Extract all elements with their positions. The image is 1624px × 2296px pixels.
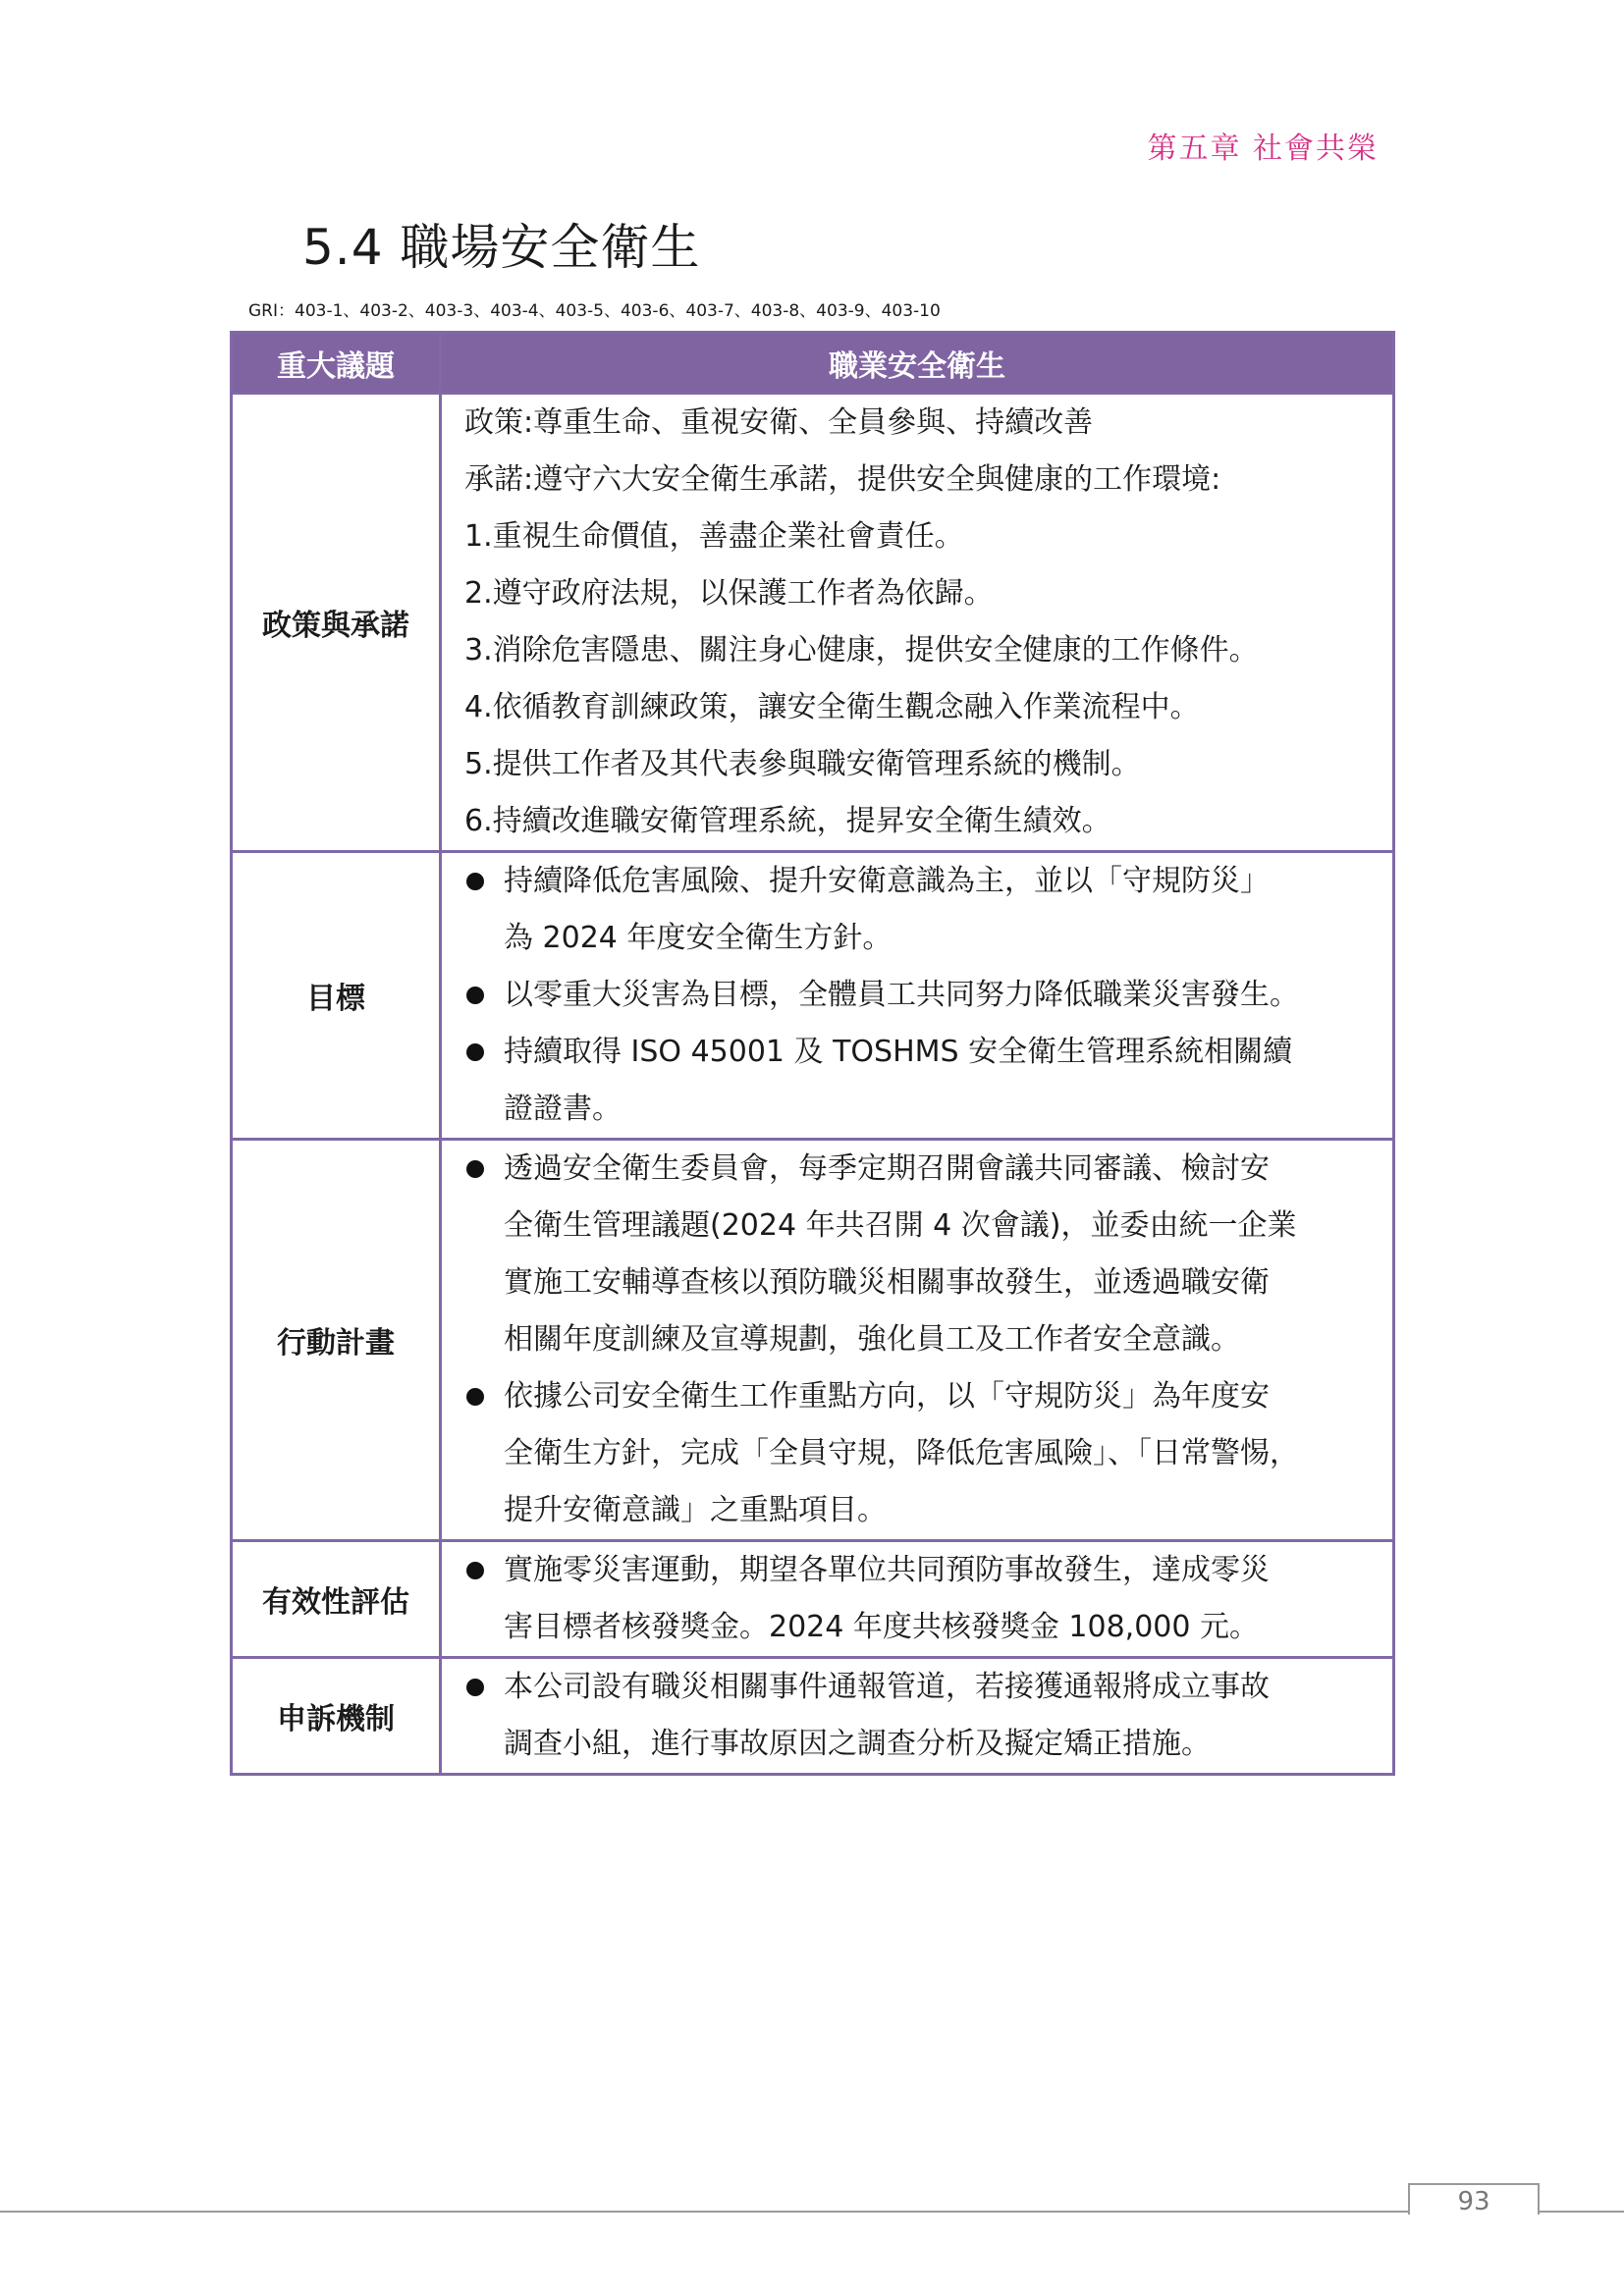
bullet-text-line: 提升安衛意識」之重點項目。 [504,1493,887,1527]
commitment-item: 2.遵守政府法規，以保護工作者為依歸。 [464,576,994,611]
table-row-grievance [232,1658,1394,1775]
table-row-goals [232,852,1394,1140]
bullet-text-line: 透過安全衛生委員會，每季定期召開會議共同審議、檢討安 [504,1151,1270,1186]
topic-cell-effectiveness: 有效性評估 [232,1541,441,1658]
commitment-item: 3.消除危害隱患、關注身心健康，提供安全健康的工作條件。 [464,633,1259,667]
chapter-header: 第五章 社會共榮 [1147,132,1379,166]
table-row-action-plan [232,1140,1394,1541]
bullet-dot-icon [466,1562,484,1579]
list-item [464,1368,1382,1539]
list-item [464,967,1382,1024]
bullet-text-line: 實施零災害運動，期望各單位共同預防事故發生，達成零災 [504,1553,1270,1587]
bullet-text-line: 以零重大災害為目標，全體員工共同努力降低職業災害發生。 [504,978,1299,1012]
commitment-item: 5.提供工作者及其代表參與職安衛管理系統的機制。 [464,747,1141,781]
commitment-item: 6.持續改進職安衛管理系統，提昇安全衛生績效。 [464,804,1111,838]
bullet-dot-icon [466,1043,484,1061]
list-item [464,853,1382,967]
content-cell-effectiveness [441,1541,1394,1658]
bullet-text-line: 持續取得 ISO 45001 及 TOSHMS 安全衛生管理系統相關續 [504,1035,1293,1069]
bullet-text-line: 相關年度訓練及宣導規劃，強化員工及工作者安全意識。 [504,1322,1240,1357]
bullet-dot-icon [466,987,484,1004]
page-number: 93 [1457,2187,1490,2216]
content-cell-goals [441,852,1394,1140]
policy-line: 政策:尊重生命、重視安衛、全員參與、持續改善 [464,405,1094,440]
topic-cell-action-plan: 行動計畫 [232,1140,441,1541]
list-item [464,1141,1382,1368]
commitment-line: 承諾:遵守六大安全衛生承諾，提供安全與健康的工作環境: [464,462,1221,497]
bullet-dot-icon [466,1160,484,1178]
bullet-text-line: 本公司設有職災相關事件通報管道，若接獲通報將成立事故 [504,1670,1270,1704]
gri-disclosure-line: GRI：403-1、403-2、403-3、403-4、403-5、403-6、403-7、403-8、403-9、403-10 [248,301,941,321]
bullet-text-line: 害目標者核發獎金。2024 年度共核發獎金 108,000 元。 [504,1610,1260,1644]
list-item [464,1024,1382,1138]
bullet-text-line: 依據公司安全衛生工作重點方向，以「守規防災」為年度安 [504,1379,1270,1414]
bullet-dot-icon [466,1679,484,1696]
table-header-row [232,333,1394,394]
content-cell-action-plan [441,1140,1394,1541]
list-item [464,1542,1382,1656]
topic-cell-goals: 目標 [232,852,441,1140]
page-title: 5.4 職場安全衛生 [302,219,701,276]
bullet-dot-icon [466,1388,484,1406]
commitment-item: 1.重視生命價值，善盡企業社會責任。 [464,519,964,554]
bullet-text-line: 持續降低危害風險、提升安衛意識為主，並以「守規防災」 [504,864,1270,898]
content-cell-grievance [441,1658,1394,1775]
bullet-text-line: 全衛生管理議題(2024 年共召開 4 次會議)，並委由統一企業 [504,1208,1297,1243]
header-content: 職業安全衛生 [441,333,1394,394]
bullet-text-line: 全衛生方針，完成「全員守規，降低危害風險」、「日常警惕， [504,1436,1299,1470]
table-row-effectiveness [232,1541,1394,1658]
topic-cell-policy: 政策與承諾 [232,394,441,852]
bullet-text-line: 調查小組，進行事故原因之調查分析及擬定矯正措施。 [504,1727,1211,1761]
bullet-text-line: 實施工安輔導查核以預防職災相關事故發生，並透過職安衛 [504,1265,1270,1300]
bullet-text-line: 為 2024 年度安全衛生方針。 [504,921,893,955]
list-item [464,1659,1382,1773]
bullet-dot-icon [466,873,484,890]
header-topic: 重大議題 [232,333,441,394]
commitment-item: 4.依循教育訓練政策，讓安全衛生觀念融入作業流程中。 [464,690,1200,724]
bullet-text-line: 證證書。 [504,1092,622,1126]
table-row-policy [232,394,1394,852]
occupational-safety-table [230,331,1395,1776]
topic-cell-grievance: 申訴機制 [232,1658,441,1775]
footer-divider [0,2211,1624,2213]
content-cell-policy [441,394,1394,852]
